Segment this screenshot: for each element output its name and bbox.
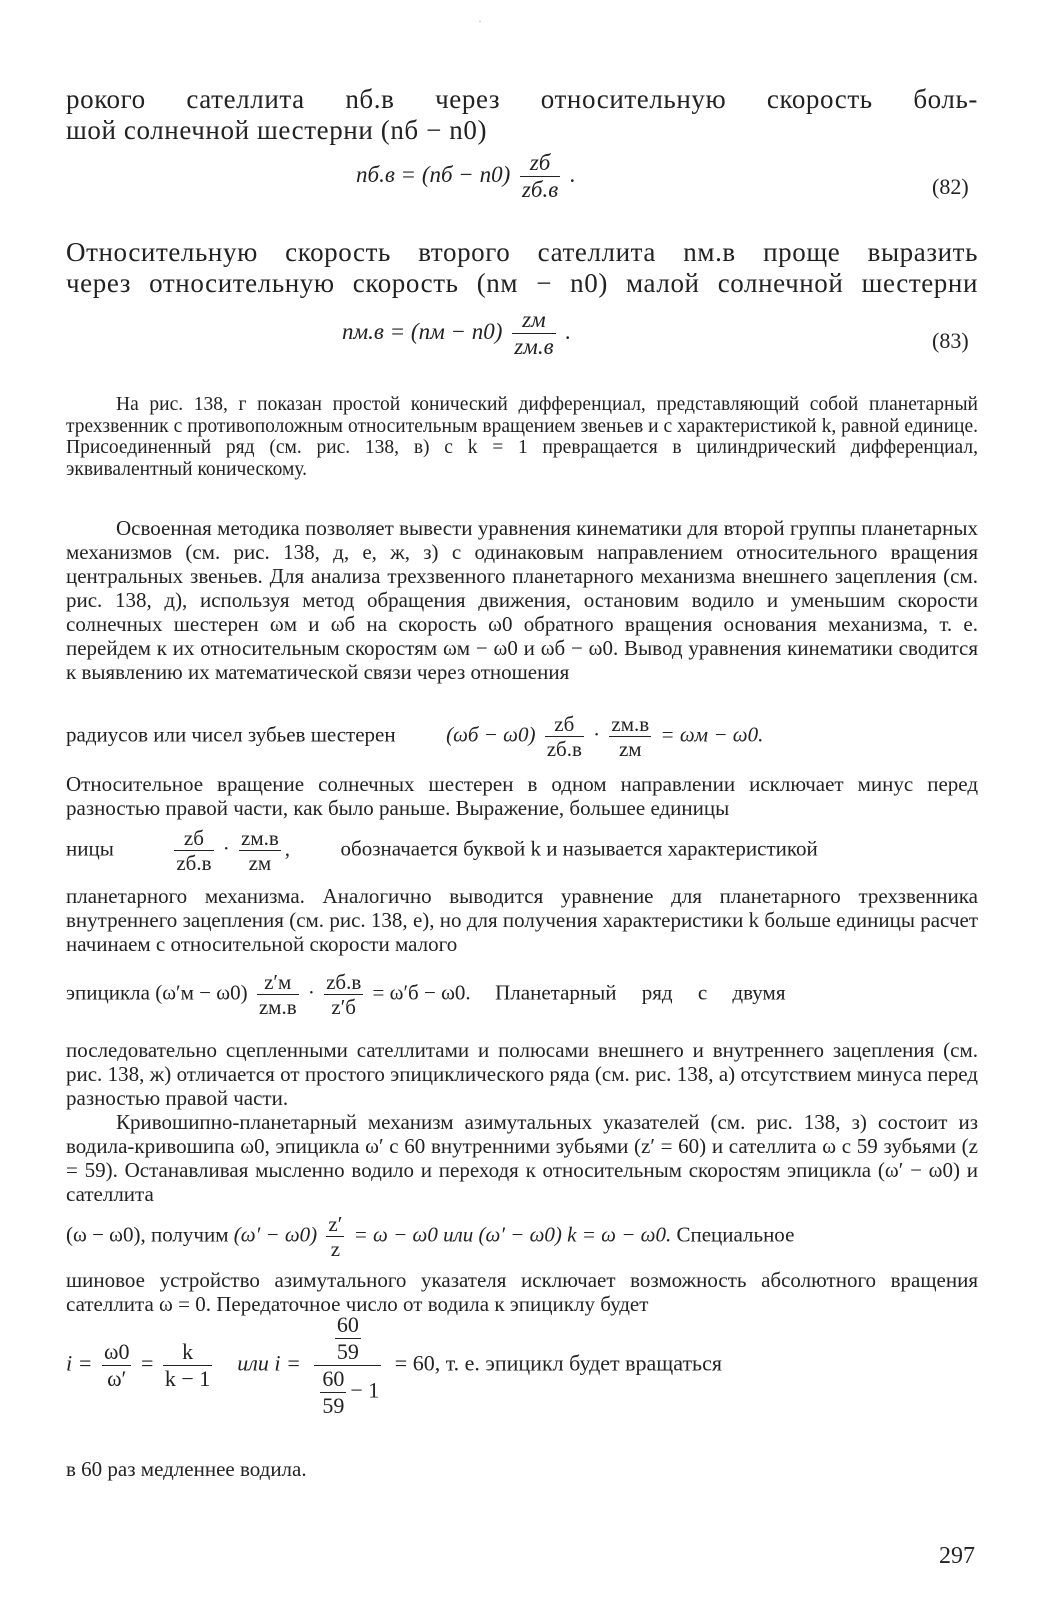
fraction: $\frac{60}{59}$ <box>322 1366 345 1418</box>
equation-number: (82) <box>932 174 969 199</box>
eq-lhs: nб.в = (nб − n0) <box>356 161 511 187</box>
equation-satellite-line: (ω − ω0), получим (ω′ − ω0) $\frac{z'}{z}$ = ω − ω0 или (ω′ − ω0) k = ω − ω0. Специальное <box>66 1212 795 1261</box>
fraction: $\frac{z'м}{zм.в}$ <box>258 970 297 1019</box>
paragraph: Относительное вращение солнечных шестерен в одном направлении исключает минус перед разностью правой части, как было раньше. Выражение, большее единицы <box>66 772 978 820</box>
equation-epicycle-line: эпицикла (ω′м − ω0) $\frac{z'м}{zм.в}$ · $\frac{zб.в}{z'б}$ = ω′б − ω0. Планетарный ряд с двумя <box>66 970 786 1019</box>
equation-82: nб.в = (nб − n0) $\frac{zб}{zб.в}$ . <box>356 150 576 202</box>
text-line: рокого сателлита nб.в через относительную скорость боль- <box>66 84 978 114</box>
paragraph: Освоенная методика позволяет вывести уравнения кинематики для второй группы планетарных механизмов (см. рис. 138, д, е, ж, з) с одинаковым направлением относительного вращения центральных звеньев. Для анализа трехзвенного планетарного механизма внешнего зацепления (см. рис. 138, д), используя метод обращения движения, остановим водило и уменьшим скорости солнечных шестерен ωм и ωб на скорость ω0 обратного вращения основания механизма, т. е. перейдем к их относительным скоростям ωм − ω0 и ωб − ω0. Вывод уравнения кинематики сводится к выявлению их математической связи через отношения <box>66 516 978 684</box>
small-paragraph: На рис. 138, г показан простой конический дифференциал, представляющий собой планетарный трехзвенник с противоположным относительным вращением звеньев и с характеристикой k, равной единице. Присоединенный ряд (см. рис. 138, в) с k = 1 превращается в цилиндрический дифференциал, эквивалентный коническому. <box>66 394 978 480</box>
paragraph: последовательно сцепленными сателлитами и полюсами внешнего и внутреннего зацепления (см. рис. 138, ж) отличается от простого эпициклического ряда (см. рис. 138, а) отсутствием минуса перед разностью правой части. <box>66 1038 978 1110</box>
fraction: $\frac{zб.в}{z'б}$ <box>326 970 362 1019</box>
paragraph: шиновое устройство азимутального указателя исключает возможность абсолютного вращения сателлита ω = 0. Передаточное число от водила к эпициклу будет <box>66 1268 978 1316</box>
paragraph: планетарного механизма. Аналогично выводится уравнение для планетарного трехзвенника внутреннего зацепления (см. рис. 138, е), но для получения характеристики k больше единицы расчет начинаем с относительной скорости малого <box>66 884 978 956</box>
compound-fraction: $\frac{60}{59}$ $\frac{60}{59}$ − 1 <box>314 1312 381 1419</box>
equation-radius-line: радиусов или чисел зубьев шестерен (ωб − ω0) $\frac{zб}{zб.в}$ · $\frac{zм.в}{zм}$ = ωм − ω0. <box>66 712 764 761</box>
fraction: $\frac{zб}{zб.в}$ <box>546 712 582 761</box>
closing-line: в 60 раз медленнее водила. <box>66 1457 307 1481</box>
page-mark: · <box>478 14 482 28</box>
fraction: $\frac{k}{k - 1}$ <box>164 1339 211 1391</box>
equation-k-line: ницы $\frac{zб}{zб.в}$ · $\frac{zм.в}{zм}$ , обозначается буквой k и называется характеристикой <box>66 826 818 875</box>
fraction: $\frac{zб}{zб.в}$ <box>176 826 212 875</box>
equation-83: nм.в = (nм − n0) $\frac{zм}{zм.в}$ . <box>342 307 572 359</box>
page-number: 297 <box>939 1543 975 1569</box>
fraction: $\frac{60}{59}$ <box>336 1312 359 1364</box>
fraction: $\frac{zм.в}{zм}$ <box>241 826 279 875</box>
fraction: $\frac{z'}{z}$ <box>328 1212 343 1261</box>
equation-number: (83) <box>932 328 969 353</box>
text-line: Относительную скорость второго сателлита nм.в проще выразить <box>66 237 978 267</box>
fraction: $\frac{zм}{zм.в}$ <box>514 307 554 359</box>
equation-ratio-line: i = $\frac{\omega 0}{\omega'}$ = $\frac{k}{k - 1}$ или i = $\frac{60}{59}$ $\frac{60}{59}$ − 1 = 60, т. е. эпицикл будет вращаться <box>66 1312 722 1418</box>
text-line: через относительную скорость (nм − n0) малой солнечной шестерни <box>66 268 978 298</box>
text-line: шой солнечной шестерни (nб − n0) <box>66 115 488 145</box>
fraction: $\frac{zм.в}{zм}$ <box>611 712 650 761</box>
fraction: $\frac{zб}{zб.в}$ <box>521 150 559 202</box>
fraction: $\frac{\omega 0}{\omega'}$ <box>103 1339 130 1391</box>
paragraph: Кривошипно-планетарный механизм азимутальных указателей (см. рис. 138, з) состоит из водила-кривошипа ω0, эпицикла ω′ с 60 внутренними зубьями (z′ = 60) и сателлита ω с 59 зубьями (z = 59). Останавливая мысленно водило и переходя к относительным скоростям эпицикла (ω′ − ω0) и сателлита <box>66 1110 978 1206</box>
